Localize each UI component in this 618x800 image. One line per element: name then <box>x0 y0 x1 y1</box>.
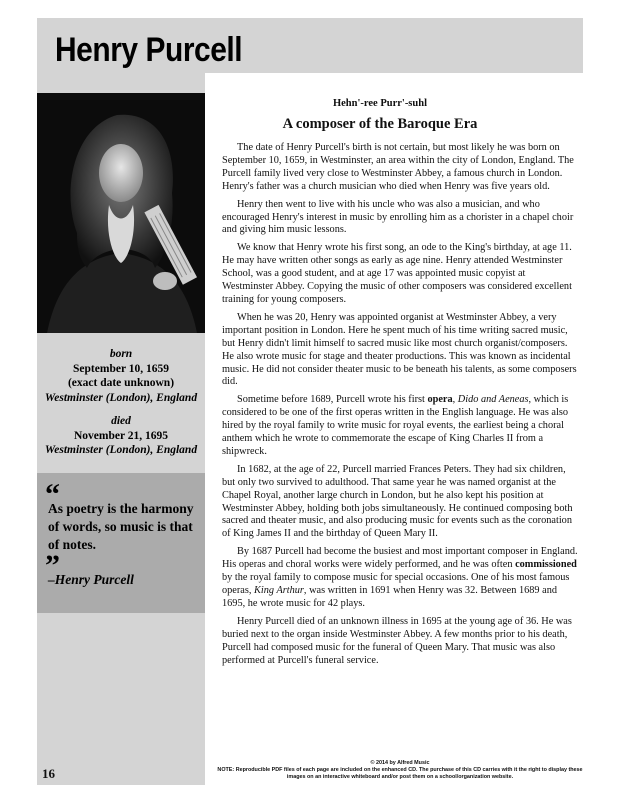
born-date: September 10, 1659 <box>73 362 169 375</box>
term-opera: opera <box>427 394 453 406</box>
paragraph-7-text-b: by the royal family to compose music for special occasions. One of his most famous operas, <box>222 572 570 596</box>
paragraph-5 <box>222 394 578 459</box>
paragraph-2: Henry then went to live with his uncle who was also a musician, and who encouraged Henry's interest in music by enrolling him as a chorister in a chapel choir and giving him music lessons. <box>222 198 574 236</box>
born-note: (exact date unknown) <box>67 377 175 389</box>
footer-note <box>215 760 585 781</box>
work-title-king-arthur: King Arthur <box>254 585 304 596</box>
work-title-dido: Dido and Aeneas <box>457 394 529 406</box>
paragraph-7 <box>222 546 578 611</box>
page-number: 16 <box>42 766 55 781</box>
quote-close-mark: ” <box>45 549 60 582</box>
paragraph-5-text-c: , which is considered to be one of the first operas written in the English language. He was also hired by the royal family to write music for royal events, the earliest being a choral anthem which he wrote to commemorate the escape of King Charles II from a shipwreck. <box>222 394 569 457</box>
quote-author: –Henry Purcell <box>48 572 134 587</box>
paragraph-7-text-a: By 1687 Purcell had become the busiest and most important composer in England. His operas and choral works were widely performed, and he was often <box>222 546 578 571</box>
paragraph-4: When he was 20, Henry was appointed organist at Westminster Abbey, a very important position in London. Here he spent much of his time writing sacred music, but Henry didn't limit himself to sacred music like most church organist/composers. He also wrote music for stage and theater productions. This was known as incidental music. He did not consider theater music to be beneath his talents, as some composers did. <box>222 311 577 388</box>
paragraph-5-text-b: , <box>452 394 458 406</box>
pronunciation: Hehn'-ree Purr'-suhl <box>332 98 427 109</box>
born-place: Westminster (London), England <box>44 391 198 404</box>
born-label: born <box>109 348 133 360</box>
died-section <box>37 414 205 458</box>
quote-text: As poetry is the harmony of words, so music is that of notes. <box>48 501 194 552</box>
portrait-image <box>37 93 205 333</box>
reproduction-note: NOTE: Reproducible PDF files of each page are included on the enhanced CD. The purchase of this CD carries with it the right to display these images on an interactive whiteboard and/or post them on a school/organization website. <box>217 767 583 780</box>
died-place: Westminster (London), England <box>44 444 198 456</box>
article-body <box>222 142 578 672</box>
paragraph-6: In 1682, at the age of 22, Purcell married Frances Peters. They had six children, but only two survived to adulthood. That same year he was named organist at the Chapel Royal, another large church in London, but he also kept his position at Westminster Abbey, holding both jobs simultaneously. He continued composing both sacred and theater music, and also producing music for events such as the coronation of King James II and the birthday of Queen Mary II. <box>222 463 573 540</box>
paragraph-3: We know that Henry wrote his first song, an ode to the King's birthday, at age 11. He may have written other songs as early as age nine. Henry attended Westminster School, was a good student, and at age 17 was appointed music copyist at Westminster Abbey. Copying the music of other composers was considered excellent training for young composers. <box>222 242 572 305</box>
term-commissioned: commissioned <box>515 559 577 571</box>
born-section <box>37 347 205 405</box>
portrait-engraving <box>37 93 205 333</box>
died-date: November 21, 1695 <box>73 429 168 442</box>
paragraph-5-text-a: Sometime before 1689, Purcell wrote his first <box>237 394 428 406</box>
article-subtitle: A composer of the Baroque Era <box>282 116 478 132</box>
page-title: Henry Purcell <box>55 31 243 69</box>
paragraph-1: The date of Henry Purcell's birth is not certain, but most likely he was born on September 10, 1659, in Westminster, an area within the city of London, England. The Purcell family lived very close to Westminster Abbey, a famous church in London. Henry's father was a church musician who died when Henry was five years old. <box>222 142 574 192</box>
copyright: © 2014 by Alfred Music <box>370 760 430 766</box>
paragraph-8: Henry Purcell died of an unknown illness in 1695 at the young age of 36. He was buried next to the organ inside Westminster Abbey. A few months prior to his death, Purcell had composed music for the funeral of Queen Mary. That music was also performed at Purcell's funeral service. <box>222 615 572 666</box>
quote-open-mark: “ <box>45 478 60 511</box>
died-label: died <box>111 415 131 427</box>
paragraph-7-text-c: , was written in 1691 when Henry was 32. Between 1689 and 1695, he wrote music for 42 plays. <box>222 585 557 609</box>
